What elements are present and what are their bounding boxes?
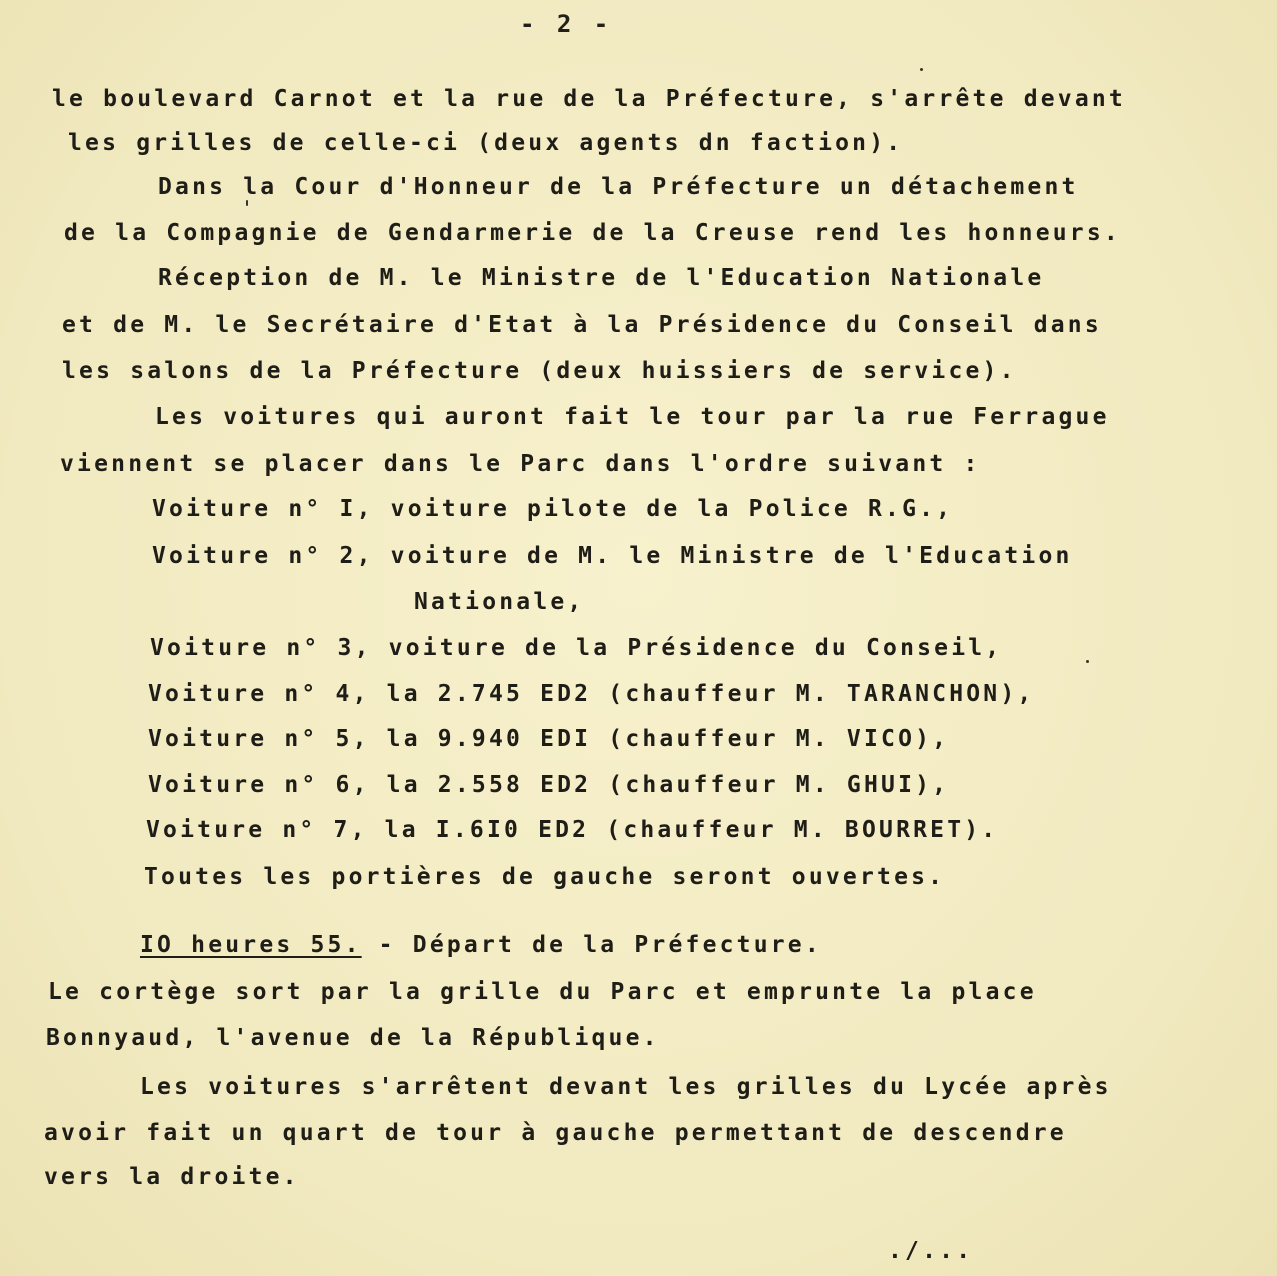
- text-line: Voiture n° 7, la I.6I0 ED2 (chauffeur M. BOURRET).: [146, 817, 999, 843]
- page-number: - 2 -: [520, 10, 613, 38]
- text-line: les salons de la Préfecture (deux huissiers de service).: [62, 358, 1017, 384]
- time-heading-text: - Départ de la Préfecture.: [361, 932, 822, 958]
- ink-speck: [246, 200, 248, 206]
- text-line: de la Compagnie de Gendarmerie de la Creuse rend les honneurs.: [64, 220, 1121, 246]
- text-line: et de M. le Secrétaire d'Etat à la Présidence du Conseil dans: [62, 312, 1102, 338]
- continuation-mark: ./...: [888, 1238, 974, 1264]
- text-line: Voiture n° 4, la 2.745 ED2 (chauffeur M. TARANCHON),: [148, 681, 1035, 707]
- text-line: Voiture n° 6, la 2.558 ED2 (chauffeur M. GHUI),: [148, 772, 950, 798]
- text-line: Les voitures s'arrêtent devant les grilles du Lycée après: [140, 1074, 1112, 1100]
- text-line: Réception de M. le Ministre de l'Education Nationale: [158, 265, 1045, 291]
- text-line: Le cortège sort par la grille du Parc et emprunte la place: [48, 979, 1037, 1005]
- ink-speck: [1086, 660, 1089, 663]
- text-line: les grilles de celle-ci (deux agents dn faction).: [68, 130, 904, 156]
- text-line: Voiture n° 5, la 9.940 EDI (chauffeur M. VICO),: [148, 726, 950, 752]
- text-line: avoir fait un quart de tour à gauche permettant de descendre: [44, 1120, 1067, 1146]
- text-line: Toutes les portières de gauche seront ouvertes.: [144, 864, 946, 890]
- text-line: viennent se placer dans le Parc dans l'ordre suivant :: [60, 451, 981, 477]
- text-line: Nationale,: [414, 589, 585, 615]
- text-line: vers la droite.: [44, 1164, 300, 1190]
- text-line: Bonnyaud, l'avenue de la République.: [46, 1025, 660, 1051]
- text-line: Voiture n° I, voiture pilote de la Police R.G.,: [152, 496, 954, 522]
- time-label: IO heures 55.: [140, 932, 362, 958]
- time-heading: [140, 930, 822, 960]
- ink-speck: [920, 68, 923, 71]
- text-line: Voiture n° 2, voiture de M. le Ministre de l'Education: [152, 543, 1073, 569]
- text-line: le boulevard Carnot et la rue de la Préfecture, s'arrête devant: [52, 86, 1126, 112]
- text-line: Dans la Cour d'Honneur de la Préfecture un détachement: [158, 174, 1079, 200]
- text-line: Les voitures qui auront fait le tour par la rue Ferrague: [155, 404, 1110, 430]
- text-line: Voiture n° 3, voiture de la Présidence du Conseil,: [150, 635, 1003, 661]
